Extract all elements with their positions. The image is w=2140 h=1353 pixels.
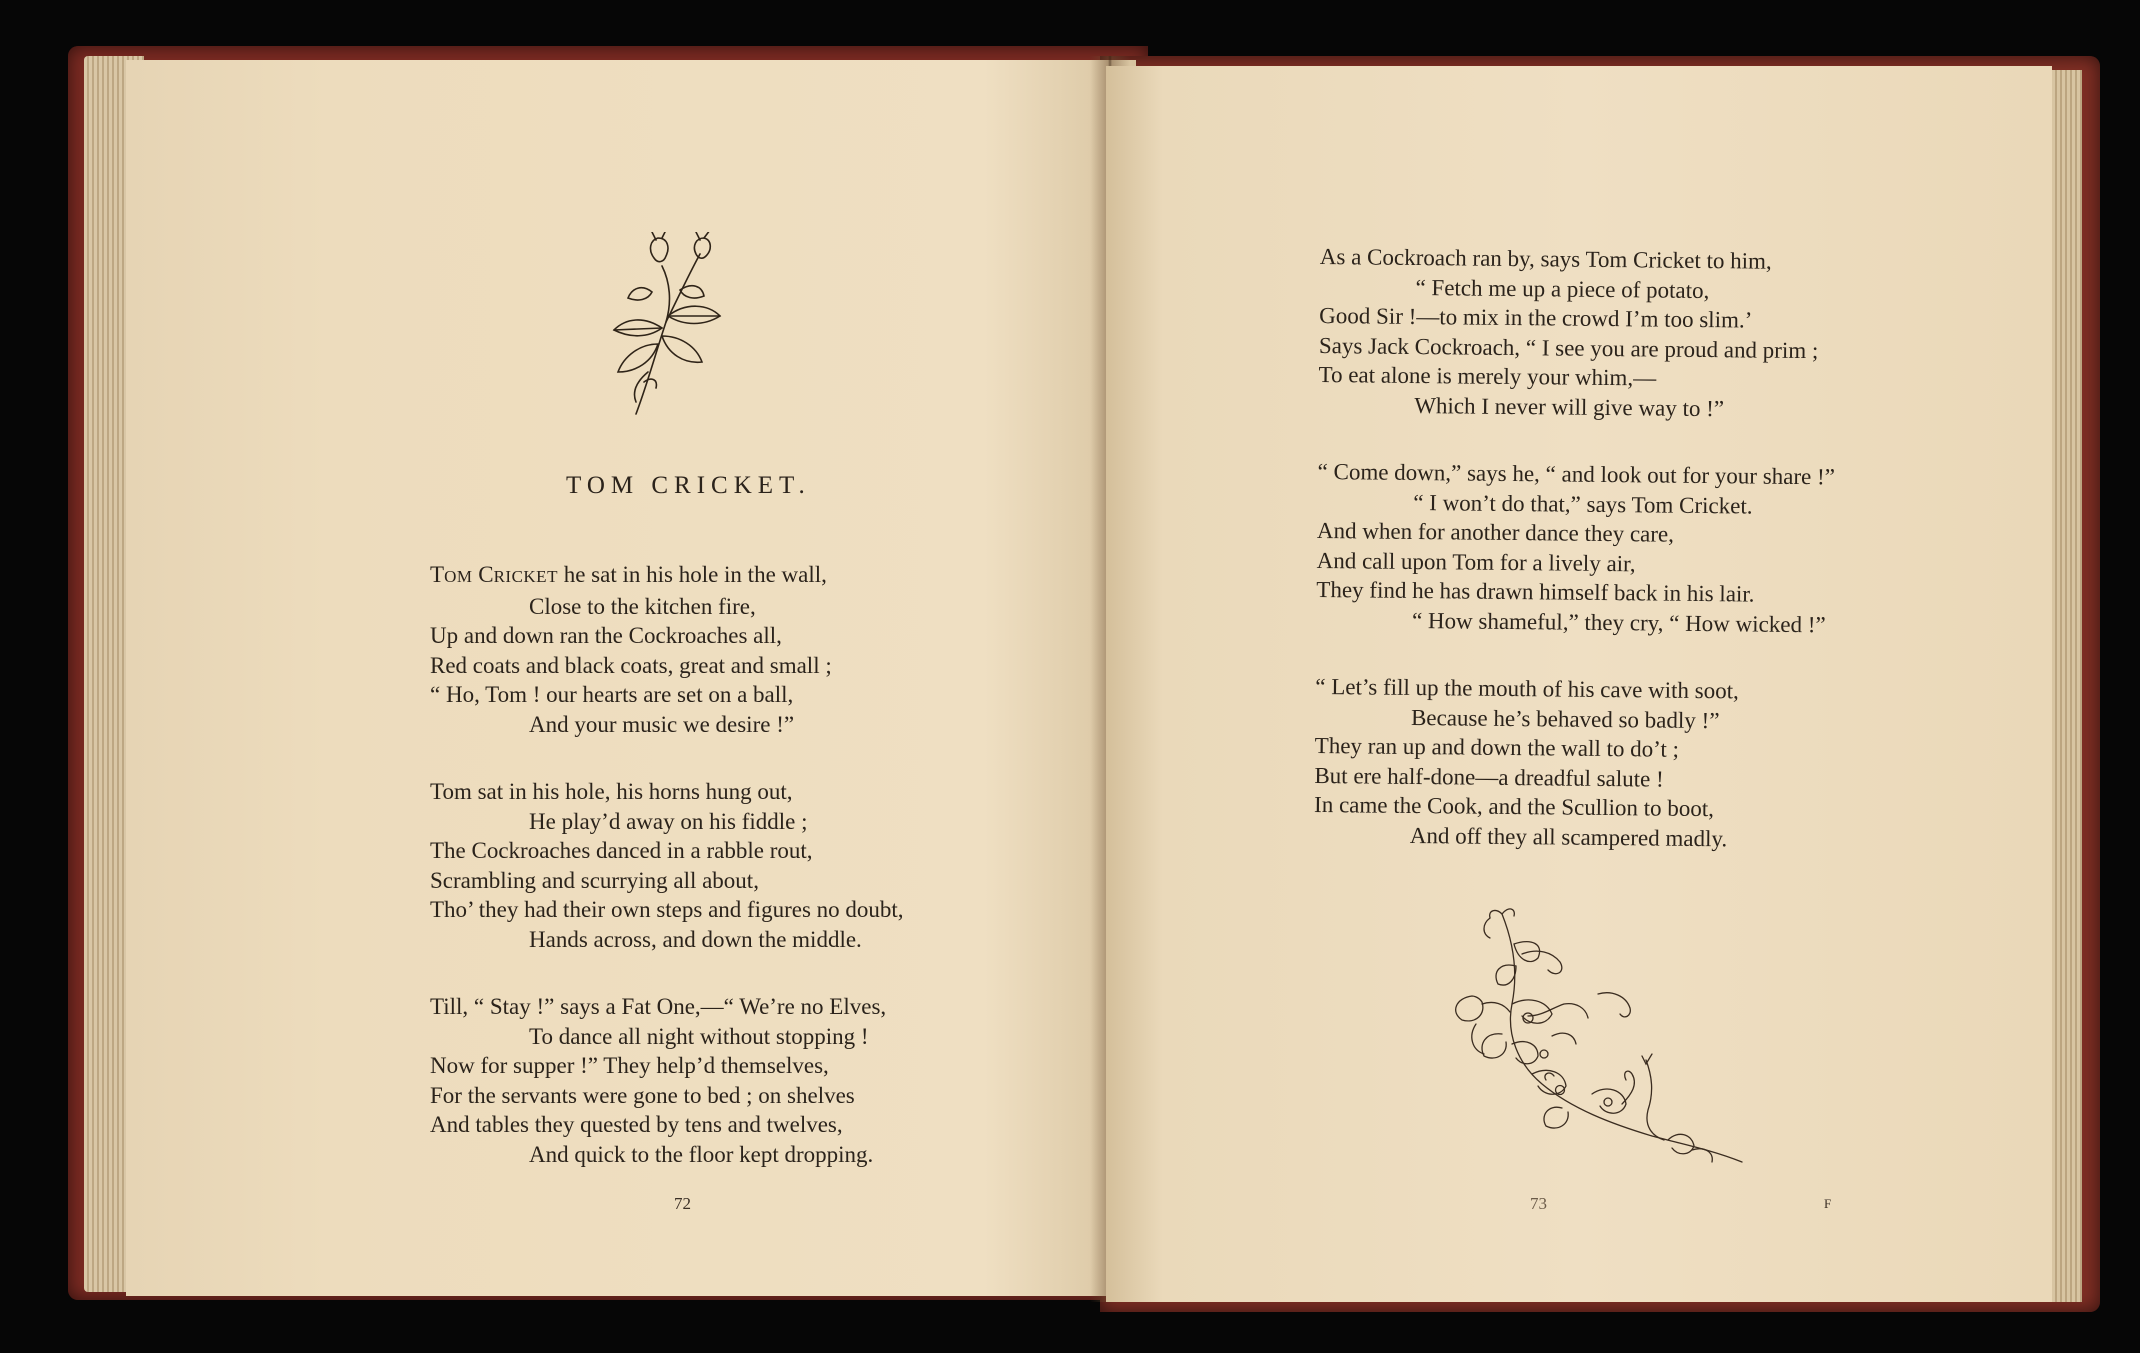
- stanza-1: [430, 560, 904, 739]
- poem-line: For the servants were gone to bed ; on shelves: [430, 1082, 855, 1108]
- lead-word2-initial: C: [478, 562, 494, 587]
- page-number-left: 72: [674, 1194, 691, 1213]
- poem-line: The Cockroaches danced in a rabble rout,: [430, 838, 813, 863]
- poem-line: And tables they quested by tens and twelves,: [430, 1112, 843, 1137]
- poem-line: “ I won’t do that,” says Tom Cricket.: [1413, 489, 1753, 519]
- poem-line: “ How shameful,” they cry, “ How wicked !”: [1411, 607, 1826, 637]
- poem-line: As a Cockroach ran by, says Tom Cricket to him,: [1319, 243, 1772, 274]
- left-page: [126, 60, 1136, 1296]
- poem-line: They ran up and down the wall to do’t ;: [1314, 732, 1680, 762]
- poem-line: And call upon Tom for a lively air,: [1316, 547, 1636, 576]
- vine-flourish-icon: [1442, 904, 1752, 1184]
- poem-line: Close to the kitchen fire,: [529, 593, 756, 619]
- poem-line: He play’d away on his fiddle ;: [529, 808, 808, 834]
- page-number-right: 73: [1530, 1194, 1547, 1213]
- poem-line: “ Fetch me up a piece of potato,: [1415, 274, 1710, 303]
- poem-line: “ Ho, Tom ! our hearts are set on a ball,: [430, 682, 794, 707]
- right-poem-text: [1314, 242, 1838, 854]
- poem-line: Good Sir !—to mix in the crowd I’m too slim.’: [1319, 302, 1753, 333]
- poem-line: Hands across, and down the middle.: [529, 926, 862, 952]
- poem-line: Till, “ Stay !” says a Fat One,—“ We’re no Elves,: [430, 994, 887, 1019]
- poem-line: Up and down ran the Cockroaches all,: [430, 623, 782, 648]
- poem-title: TOM CRICKET.: [566, 472, 811, 499]
- right-page: [1106, 66, 2052, 1302]
- poem-line: Scrambling and scurrying all about,: [430, 867, 759, 893]
- stanza-6: [1314, 672, 1833, 854]
- poem-line: In came the Cook, and the Scullion to boot,: [1313, 791, 1715, 822]
- poem-line: And quick to the floor kept dropping.: [529, 1141, 874, 1167]
- poem-line: Red coats and black coats, great and small ;: [430, 652, 832, 678]
- lead-word2-rest: RICKET: [493, 567, 558, 586]
- poem-line: And your music we desire !”: [529, 711, 795, 737]
- open-book: [40, 40, 2100, 1310]
- poem-line: They find he has drawn himself back in his lair.: [1316, 576, 1755, 607]
- poem-line: But ere half-done—a dreadful salute !: [1314, 762, 1664, 792]
- poem-line: Now for supper !” They help’d themselves,: [430, 1053, 829, 1078]
- poem-line: Says Jack Cockroach, “ I see you are proud and prim ;: [1318, 332, 1819, 363]
- poem-line: And when for another dance they care,: [1316, 517, 1675, 547]
- first-line-rest: he sat in his hole in the wall,: [557, 562, 827, 587]
- lead-word-initial: T: [430, 562, 445, 587]
- signature-mark: F: [1824, 1196, 1832, 1211]
- lead-word-rest: OM: [444, 567, 473, 586]
- stanza-5: [1316, 457, 1835, 639]
- poem-line: [430, 560, 904, 592]
- poem-line: Tho’ they had their own steps and figures no doubt,: [430, 897, 904, 922]
- stanza-3: [430, 992, 904, 1169]
- stanza-2: [430, 777, 904, 954]
- stanza-4: [1318, 242, 1837, 424]
- poem-line: Which I never will give way to !”: [1414, 392, 1725, 421]
- poem-line: To dance all night without stopping !: [529, 1023, 869, 1049]
- poem-line: Tom sat in his hole, his horns hung out,: [430, 779, 793, 804]
- poem-line: Because he’s behaved so badly !”: [1410, 704, 1720, 733]
- poem-line: “ Let’s fill up the mouth of his cave with soot,: [1315, 673, 1739, 704]
- poem-line: And off they all scampered madly.: [1409, 822, 1728, 851]
- rose-sprig-icon: [596, 232, 736, 416]
- left-poem-text: [430, 560, 904, 1169]
- poem-line: “ Come down,” says he, “ and look out for your share !”: [1317, 458, 1836, 490]
- poem-line: To eat alone is merely your whim,—: [1318, 361, 1657, 391]
